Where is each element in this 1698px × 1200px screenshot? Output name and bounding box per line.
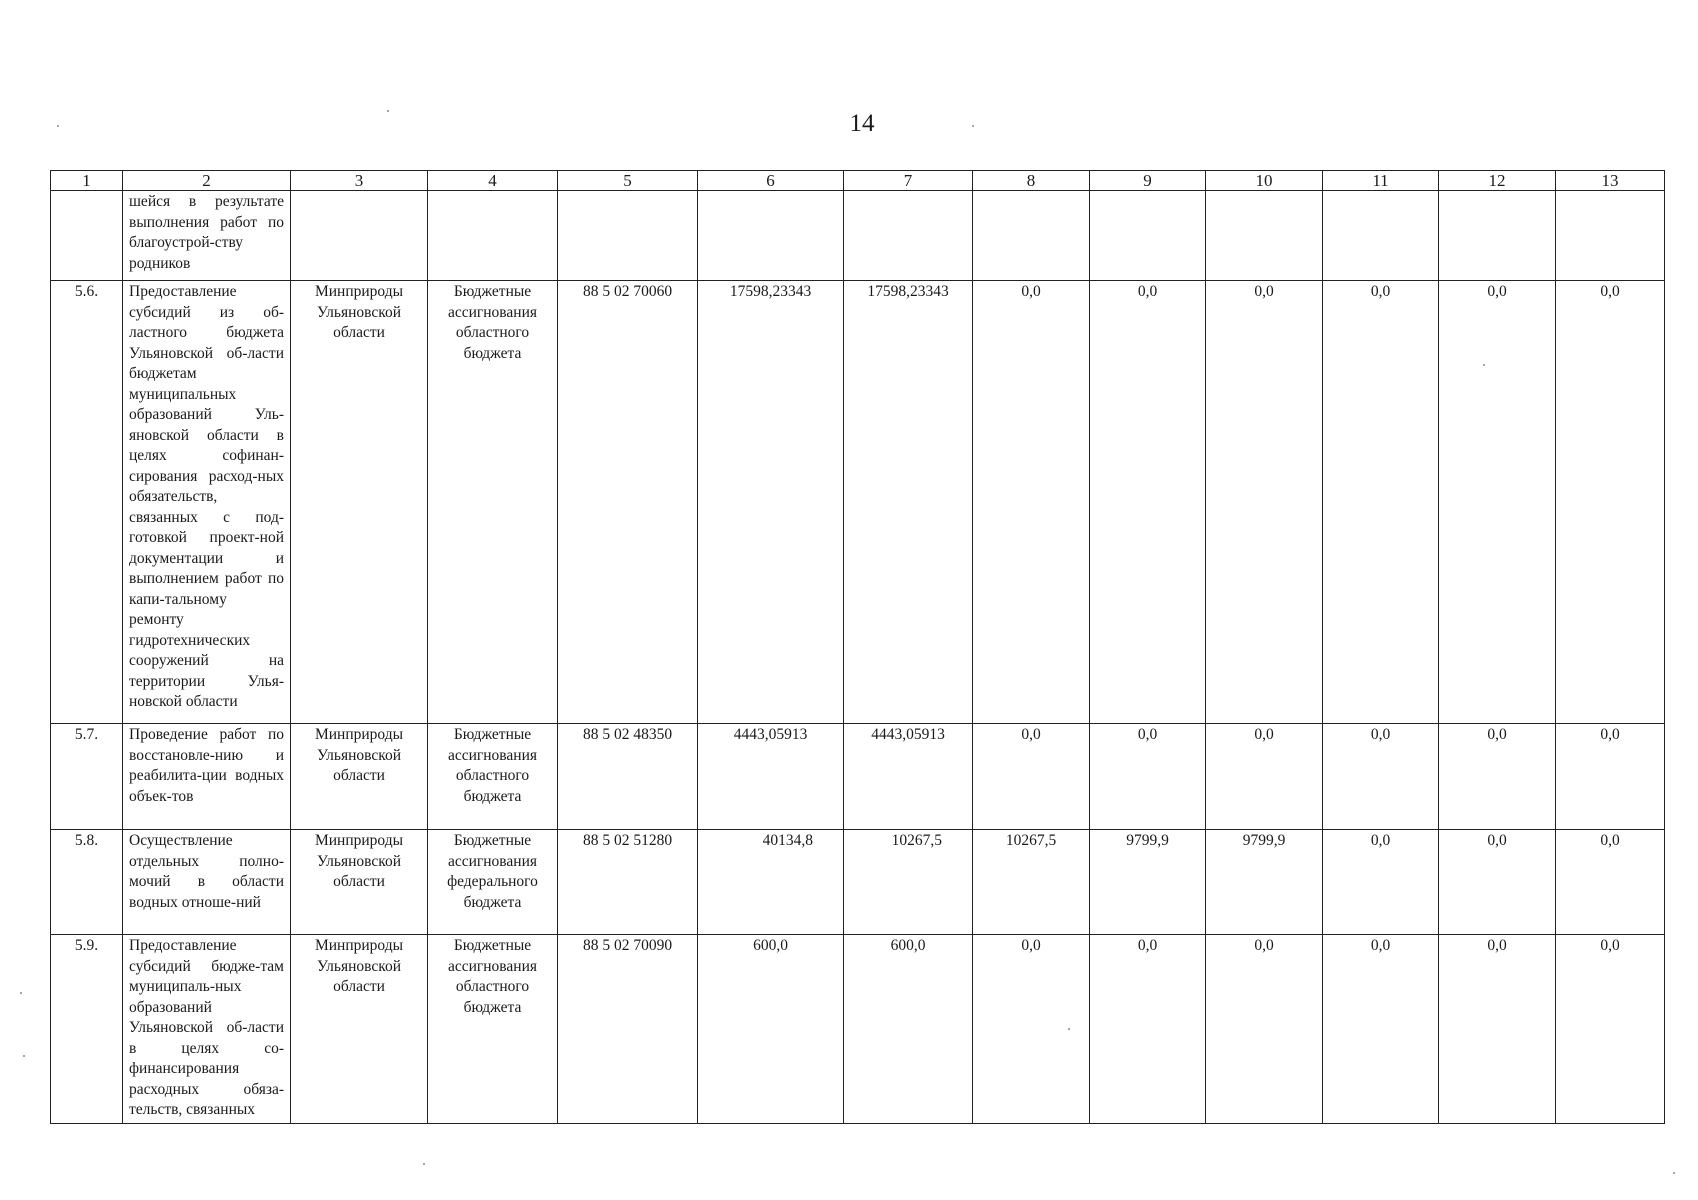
value-col-8: 0,0 — [973, 724, 1090, 830]
value-col-12: 0,0 — [1439, 935, 1556, 1124]
scan-speck — [972, 125, 974, 127]
funding-source: Бюджетные ассигнования областного бюджета — [428, 935, 558, 1124]
row-number: 5.6. — [51, 281, 123, 724]
budget-table — [50, 170, 1665, 1124]
value-col-7: 10267,5 — [844, 830, 973, 935]
column-header-5: 5 — [558, 171, 698, 191]
column-header-2: 2 — [123, 171, 291, 191]
scan-speck — [20, 992, 22, 994]
value-col-8: 10267,5 — [973, 830, 1090, 935]
measure-name: шейся в результате выполнения работ по благоустрой-ству родников — [123, 191, 291, 281]
value-col-9: 9799,9 — [1090, 830, 1206, 935]
scan-speck — [57, 125, 59, 127]
column-header-13: 13 — [1556, 171, 1665, 191]
scan-speck — [1068, 1028, 1070, 1030]
value-col-13: 0,0 — [1556, 830, 1665, 935]
value-col-13: 0,0 — [1556, 724, 1665, 830]
responsible-executor: Минприроды Ульяновской области — [291, 830, 428, 935]
responsible-executor — [291, 191, 428, 281]
value-col-6: 17598,23343 — [698, 281, 844, 724]
row-number: 5.8. — [51, 830, 123, 935]
value-col-9: 0,0 — [1090, 724, 1206, 830]
budget-code: 88 5 02 51280 — [558, 830, 698, 935]
budget-code: 88 5 02 48350 — [558, 724, 698, 830]
value-col-11: 0,0 — [1323, 935, 1439, 1124]
value-col-7 — [844, 191, 973, 281]
value-col-7: 600,0 — [844, 935, 973, 1124]
column-header-9: 9 — [1090, 171, 1206, 191]
value-col-10: 0,0 — [1206, 281, 1323, 724]
column-number-header-row — [51, 171, 1665, 191]
value-col-9: 0,0 — [1090, 281, 1206, 724]
column-header-6: 6 — [698, 171, 844, 191]
value-col-10: 0,0 — [1206, 724, 1323, 830]
measure-name: Проведение работ по восстановле-нию и реабилита-ции водных объек-тов — [123, 724, 291, 830]
scan-speck — [23, 1055, 25, 1057]
value-col-13: 0,0 — [1556, 935, 1665, 1124]
value-col-8 — [973, 191, 1090, 281]
value-col-12 — [1439, 191, 1556, 281]
table-row-5-6 — [51, 281, 1665, 724]
page-number: 14 — [849, 110, 875, 137]
value-col-10 — [1206, 191, 1323, 281]
budget-code: 88 5 02 70090 — [558, 935, 698, 1124]
funding-source: Бюджетные ассигнования федерального бюджета — [428, 830, 558, 935]
column-header-11: 11 — [1323, 171, 1439, 191]
value-col-13 — [1556, 191, 1665, 281]
scan-speck — [423, 1163, 425, 1165]
row-number: 5.9. — [51, 935, 123, 1124]
table-row-5-8 — [51, 830, 1665, 935]
value-col-11: 0,0 — [1323, 830, 1439, 935]
value-col-6: 4443,05913 — [698, 724, 844, 830]
row-number: 5.7. — [51, 724, 123, 830]
column-header-3: 3 — [291, 171, 428, 191]
budget-code: 88 5 02 70060 — [558, 281, 698, 724]
value-col-9 — [1090, 191, 1206, 281]
value-col-11 — [1323, 191, 1439, 281]
column-header-1: 1 — [51, 171, 123, 191]
funding-source: Бюджетные ассигнования областного бюджета — [428, 724, 558, 830]
funding-source: Бюджетные ассигнования областного бюджета — [428, 281, 558, 724]
funding-source — [428, 191, 558, 281]
value-col-13: 0,0 — [1556, 281, 1665, 724]
row-number — [51, 191, 123, 281]
column-header-12: 12 — [1439, 171, 1556, 191]
responsible-executor: Минприроды Ульяновской области — [291, 935, 428, 1124]
budget-code — [558, 191, 698, 281]
scan-speck — [387, 110, 389, 112]
column-header-7: 7 — [844, 171, 973, 191]
value-col-10: 0,0 — [1206, 935, 1323, 1124]
column-header-8: 8 — [973, 171, 1090, 191]
table-row-5-9 — [51, 935, 1665, 1124]
value-col-6 — [698, 191, 844, 281]
value-col-6: 40134,8 — [698, 830, 844, 935]
column-header-4: 4 — [428, 171, 558, 191]
value-col-7: 4443,05913 — [844, 724, 973, 830]
scan-speck — [1483, 364, 1485, 366]
value-col-11: 0,0 — [1323, 724, 1439, 830]
value-col-8: 0,0 — [973, 281, 1090, 724]
measure-name: Предоставление субсидий из об-ластного бюджета Ульяновской об-ласти бюджетам муниципальных образований Уль-яновской области в целях софинан-сирования расход-ных обязательств, связанных с под-готовкой проект-ной документации и выполнением работ по капи-тальному ремонту гидротехнических сооружений на территории Улья-новской области — [123, 281, 291, 724]
value-col-12: 0,0 — [1439, 281, 1556, 724]
value-col-11: 0,0 — [1323, 281, 1439, 724]
table-row-continuation — [51, 191, 1665, 281]
column-header-10: 10 — [1206, 171, 1323, 191]
responsible-executor: Минприроды Ульяновской области — [291, 281, 428, 724]
measure-name: Осуществление отдельных полно-мочий в области водных отноше-ний — [123, 830, 291, 935]
table-row-5-7 — [51, 724, 1665, 830]
measure-name: Предоставление субсидий бюдже-там муниципаль-ных образований Ульяновской об-ласти в целях со-финансирования расходных обяза-тельств, связанных — [123, 935, 291, 1124]
value-col-6: 600,0 — [698, 935, 844, 1124]
value-col-7: 17598,23343 — [844, 281, 973, 724]
value-col-12: 0,0 — [1439, 830, 1556, 935]
value-col-10: 9799,9 — [1206, 830, 1323, 935]
value-col-8: 0,0 — [973, 935, 1090, 1124]
value-col-9: 0,0 — [1090, 935, 1206, 1124]
scan-speck — [1673, 1172, 1675, 1174]
responsible-executor: Минприроды Ульяновской области — [291, 724, 428, 830]
value-col-12: 0,0 — [1439, 724, 1556, 830]
